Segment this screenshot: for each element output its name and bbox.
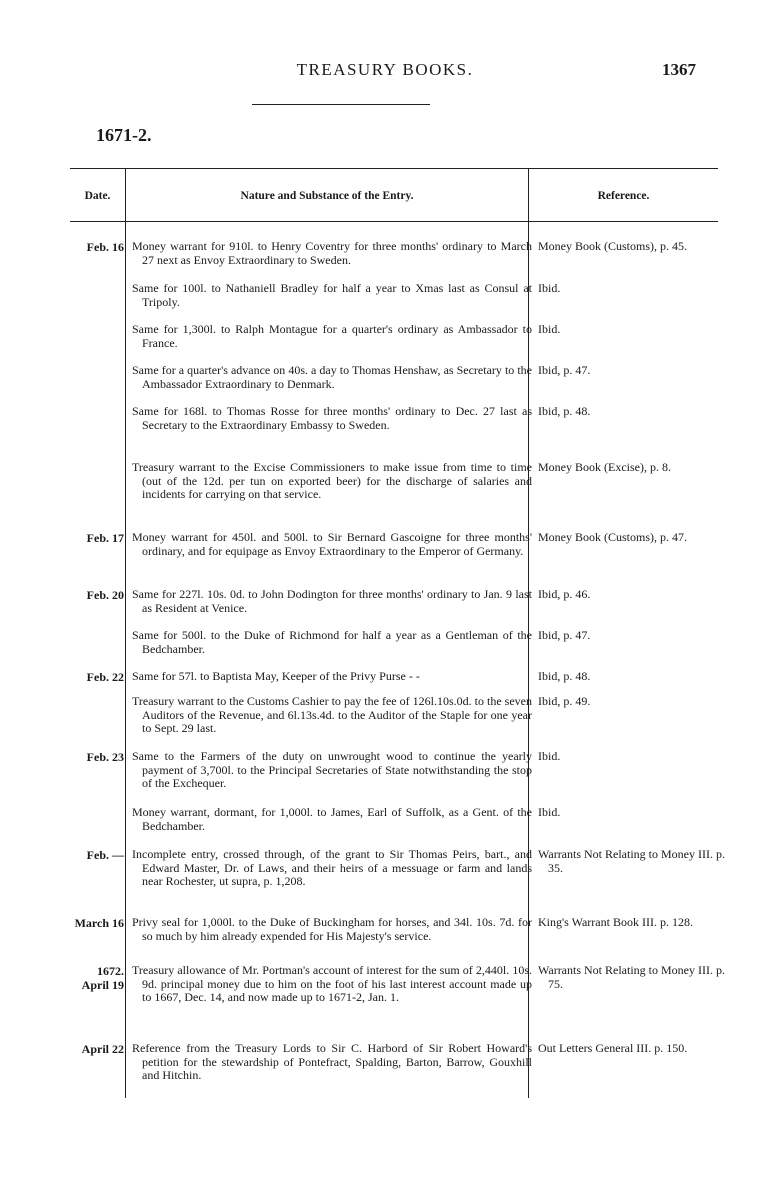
entry-date: Feb. 17 xyxy=(86,531,124,545)
entry-text: Same for 227l. 10s. 0d. to John Dodington for three months' ordinary to Jan. 9 last as Resident at Venice. xyxy=(132,587,532,615)
entry-text: Money warrant, dormant, for 1,000l. to James, Earl of Suffolk, as a Gent. of the Bedchamber. xyxy=(132,805,532,833)
entry-date: 1672. April 19 xyxy=(81,964,124,992)
entry-reference: Warrants Not Relating to Money III. p. 35. xyxy=(538,847,725,875)
year-heading: 1671-2. xyxy=(96,125,152,145)
entry-reference: Ibid. xyxy=(538,322,561,336)
column-header-date: Date. xyxy=(84,190,111,202)
entry-text: Same for 57l. to Baptista May, Keeper of the Privy Purse - - xyxy=(132,669,420,683)
entry-text: Reference from the Treasury Lords to Sir C. Harbord of Sir Robert Howard's petition for the stewardship of Pontefract, Spalding, Barton, Barrow, Gouxhill and Hitchin. xyxy=(132,1041,532,1082)
entry-text: Treasury warrant to the Customs Cashier to pay the fee of 126l.10s.0d. to the seven Auditors of the Revenue, and 6l.13s.4d. to the Auditor of the Staple for one year to Sept. 29 last. xyxy=(132,694,532,735)
entry-text: Same for a quarter's advance on 40s. a day to Thomas Henshaw, as Secretary to the Ambassador Extraordinary to Denmark. xyxy=(132,363,532,391)
entry-reference: Ibid, p. 48. xyxy=(538,404,591,418)
entry-reference: Money Book (Excise), p. 8. xyxy=(538,460,671,474)
entry-date: April 22 xyxy=(81,1042,124,1056)
table-top-rule xyxy=(70,168,718,169)
page-number: 1367 xyxy=(662,60,696,79)
entry-date: Feb. 20 xyxy=(86,588,124,602)
entry-text: Same for 168l. to Thomas Rosse for three months' ordinary to Dec. 27 last as Secretary to the Extraordinary Embassy to Sweden. xyxy=(132,404,532,432)
entry-reference: Money Book (Customs), p. 47. xyxy=(538,530,688,544)
entry-text: Incomplete entry, crossed through, of the grant to Sir Thomas Peirs, bart., and Edward Master, Dr. of Laws, and their heirs of a messuage or farm and lands near Rochester, ut supra, p. 1,208. xyxy=(132,847,532,888)
entry-reference: Money Book (Customs), p. 45. xyxy=(538,239,688,253)
entry-reference: Ibid. xyxy=(538,281,561,295)
entry-reference: King's Warrant Book III. p. 128. xyxy=(538,915,693,929)
entry-reference: Ibid. xyxy=(538,805,561,819)
entry-reference: Ibid, p. 49. xyxy=(538,694,591,708)
entry-reference: Ibid, p. 48. xyxy=(538,669,591,683)
entry-text: Money warrant for 450l. and 500l. to Sir Bernard Gascoigne for three months' ordinary, and for equipage as Envoy Extraordinary to the Emperor of Germany. xyxy=(132,530,532,558)
entry-date: Feb. 16 xyxy=(86,240,124,254)
column-header-entry: Nature and Substance of the Entry. xyxy=(240,190,414,202)
entry-date: Feb. 23 xyxy=(86,750,124,764)
running-title: TREASURY BOOKS. xyxy=(296,60,474,79)
entry-text: Same for 1,300l. to Ralph Montague for a quarter's ordinary as Ambassador to France. xyxy=(132,322,532,350)
entry-date: March 16 xyxy=(74,916,124,930)
entry-text: Same for 100l. to Nathaniell Bradley for half a year to Xmas last as Consul at Tripoly. xyxy=(132,281,532,309)
entry-reference: Ibid, p. 47. xyxy=(538,363,591,377)
date-column-divider xyxy=(125,168,126,1098)
column-header-reference: Reference. xyxy=(597,190,650,202)
table-header-rule xyxy=(70,221,718,222)
entry-date: Feb. — xyxy=(86,848,124,862)
entry-text: Treasury warrant to the Excise Commissioners to make issue from time to time (out of the 12d. per tun on exported beer) for the discharge of salaries and incidents for carrying on that service. xyxy=(132,460,532,501)
entry-text: Treasury allowance of Mr. Portman's account of interest for the sum of 2,440l. 10s. 9d. principal money due to him on the foot of his last interest account made up to 1667, Dec. 14, and now made up to 1671-2, Jan. 1. xyxy=(132,963,532,1004)
entry-text: Money warrant for 910l. to Henry Coventry for three months' ordinary to March 27 next as Envoy Extraordinary to Sweden. xyxy=(132,239,532,267)
entry-reference: Warrants Not Relating to Money III. p. 75. xyxy=(538,963,725,991)
entry-reference: Ibid. xyxy=(538,749,561,763)
entry-text: Same to the Farmers of the duty on unwrought wood to continue the yearly payment of 3,700l. to the Principal Secretaries of State notwithstanding the stop of the Exchequer. xyxy=(132,749,532,790)
entry-reference: Ibid, p. 46. xyxy=(538,587,591,601)
entry-text: Same for 500l. to the Duke of Richmond for half a year as a Gentleman of the Bedchamber. xyxy=(132,628,532,656)
entry-reference: Out Letters General III. p. 150. xyxy=(538,1041,688,1055)
entry-text: Privy seal for 1,000l. to the Duke of Buckingham for horses, and 34l. 10s. 7d. for so much by him already expended for His Majesty's service. xyxy=(132,915,532,943)
entry-reference: Ibid, p. 47. xyxy=(538,628,591,642)
entry-date: Feb. 22 xyxy=(86,670,124,684)
header-divider xyxy=(252,104,430,105)
